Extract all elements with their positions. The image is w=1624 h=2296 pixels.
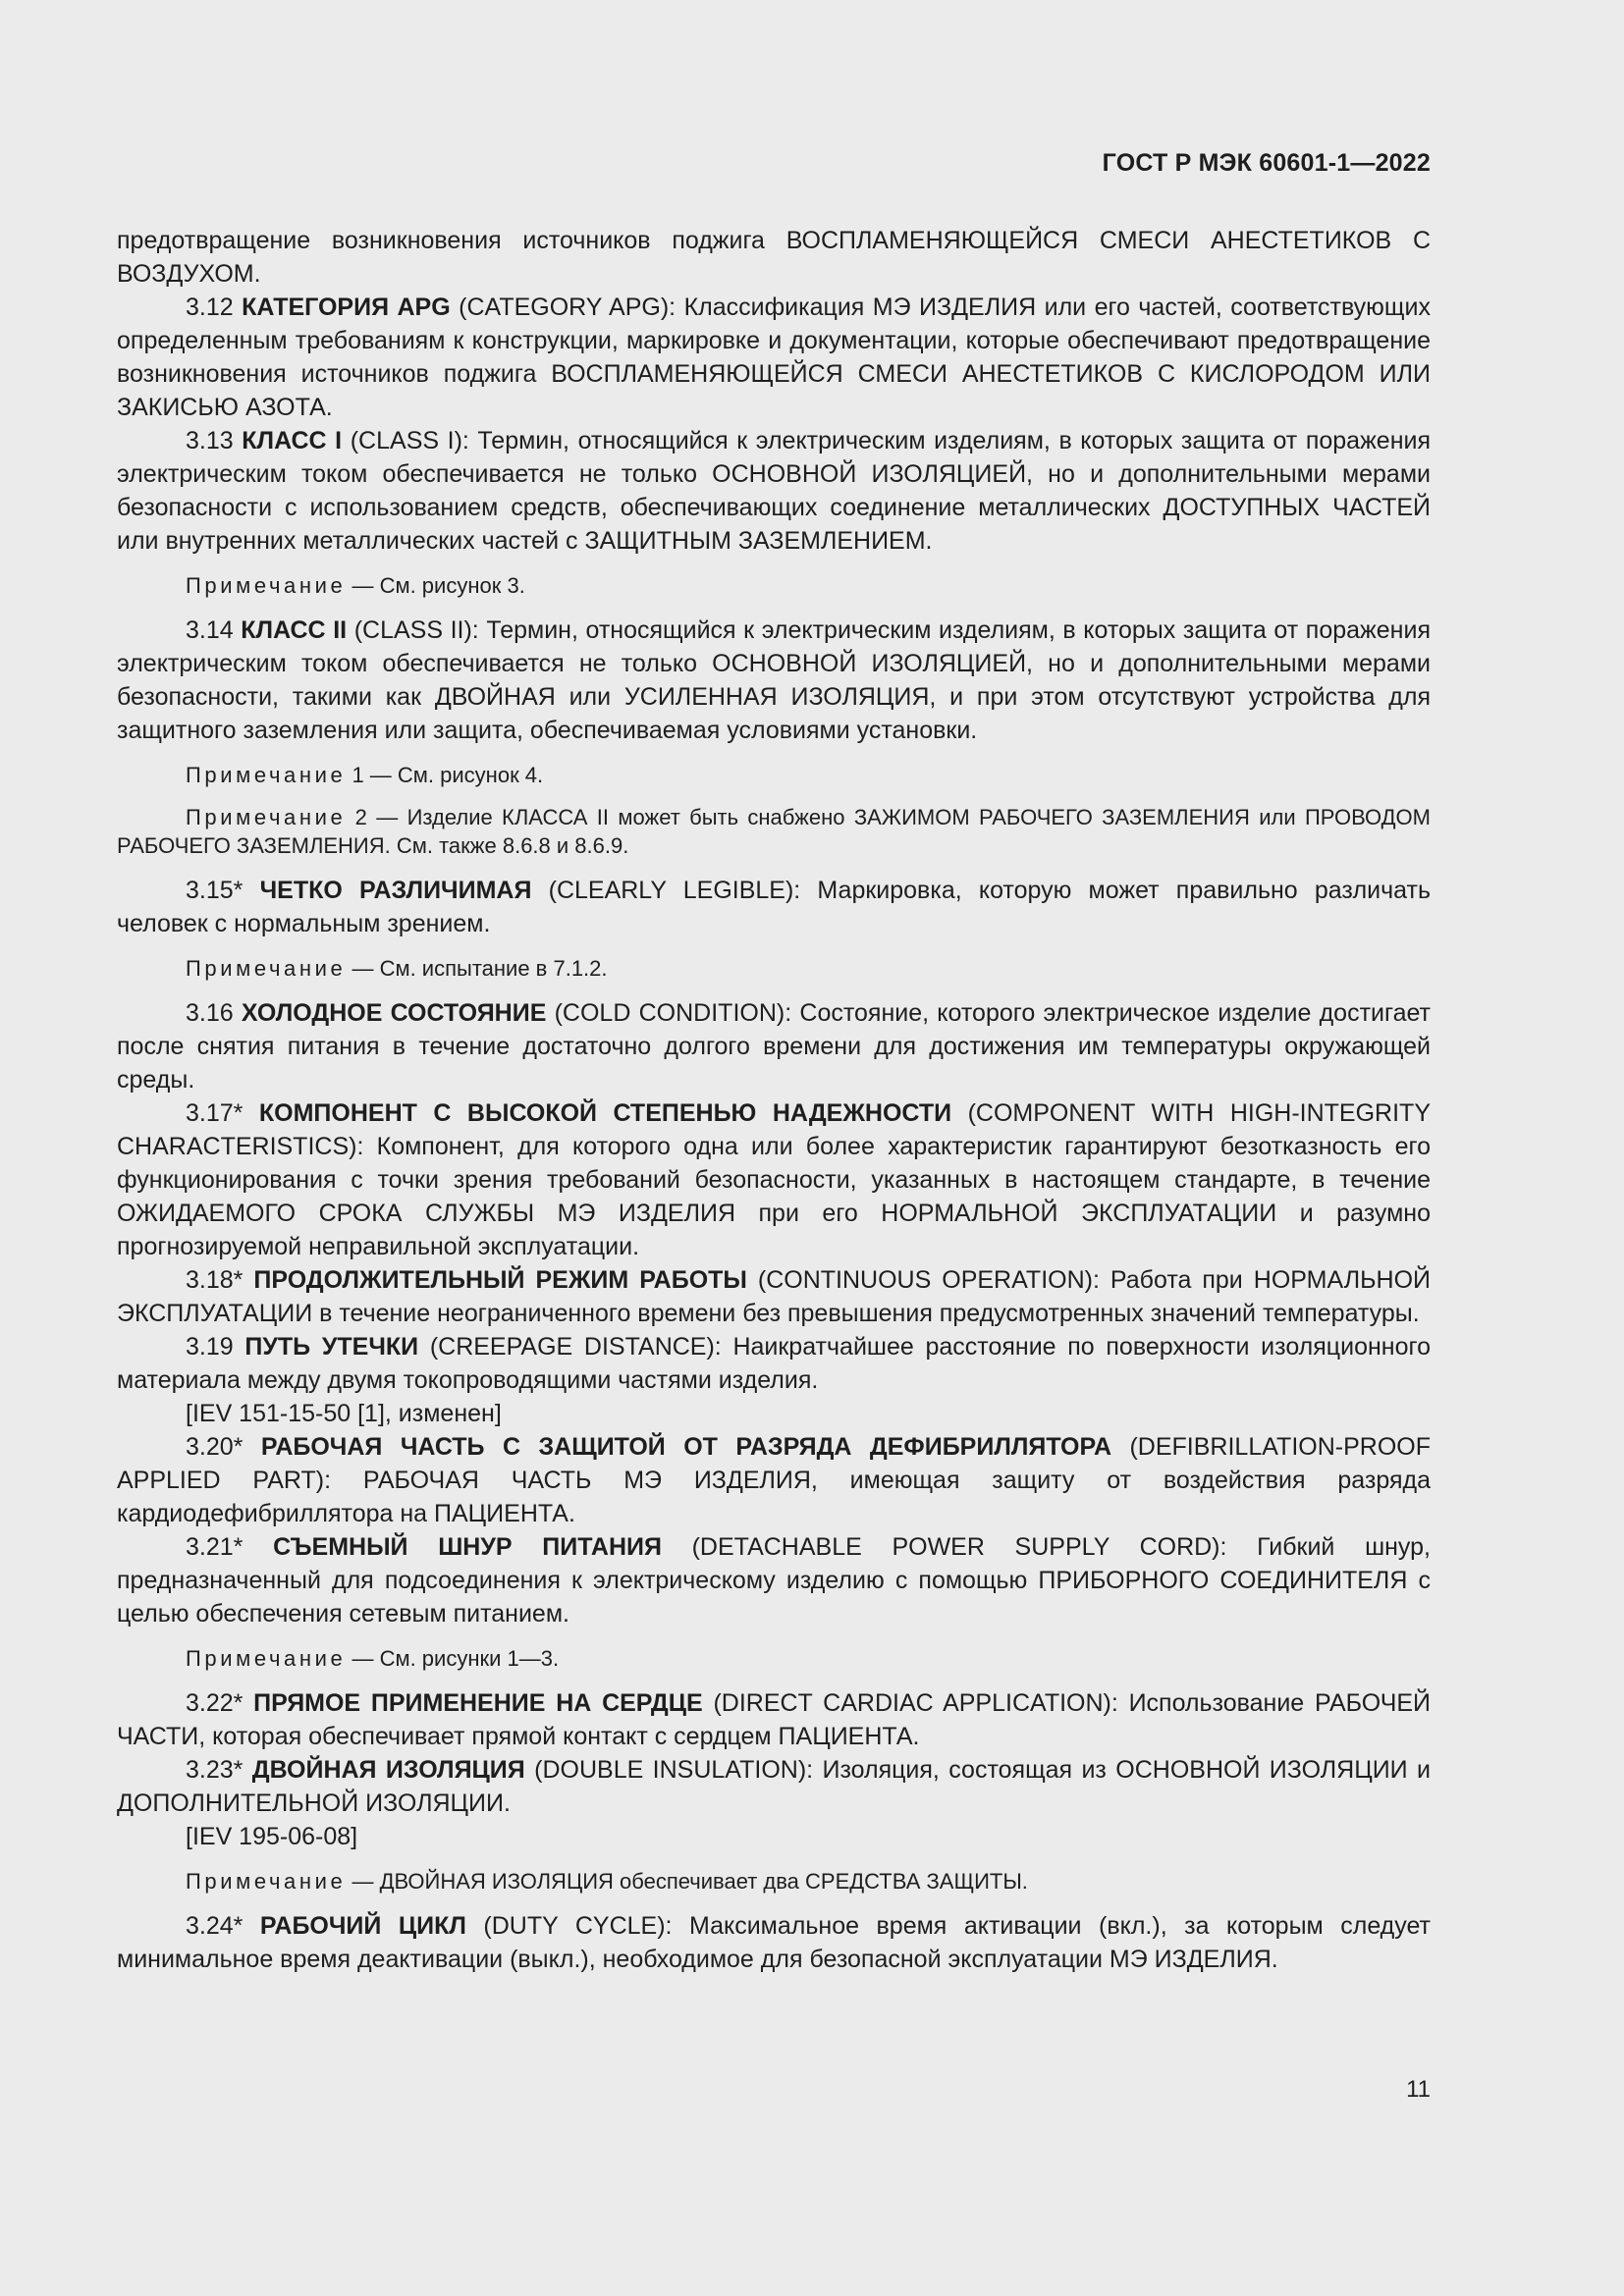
definition-text: (CLEARLY LEGIBLE): Маркировка, которую может правильно различать человек с нормальным зрением. [117, 877, 1431, 937]
definition-term: СЪЕМНЫЙ ШНУР ПИТАНИЯ [273, 1533, 662, 1561]
note-text: 1 — См. рисунок 4. [346, 763, 544, 787]
definition-text: (CLASS II): Термин, относящийся к электрическим изделиям, в которых защита от поражения электрическим током обеспечивается не только ОСНОВНОЙ ИЗОЛЯЦИЕЙ, но и дополнительными мерами безопасности, такими как ДВОЙНАЯ или УСИЛЕННАЯ ИЗОЛЯЦИЯ, и при этом отсутствуют устройства для защитного заземления или защита, обеспечиваемая условиями установки. [117, 616, 1431, 744]
definition-3-21 [117, 1530, 1431, 1630]
note-3-23 [117, 1867, 1431, 1896]
definition-number: 3.17* [186, 1099, 244, 1127]
definition-text: (CLASS I): Термин, относящийся к электрическим изделиям, в которых защита от поражения электрическим током обеспечивается не только ОСНОВНОЙ ИЗОЛЯЦИЕЙ, но и дополнительными мерами безопасности с использованием средств, обеспечивающих соединение металлических ДОСТУПНЫХ ЧАСТЕЙ или внутренних металлических частей с ЗАЩИТНЫМ ЗАЗЕМЛЕНИЕМ. [117, 427, 1432, 555]
definition-number: 3.13 [186, 427, 234, 454]
note-3-13 [117, 571, 1431, 600]
note-text: — См. рисунок 3. [346, 573, 525, 598]
document-header: ГОСТ Р МЭК 60601-1—2022 [1102, 149, 1431, 177]
definition-number: 3.18* [186, 1266, 244, 1294]
page-number: 11 [1406, 2076, 1431, 2103]
definition-text: (DEFIBRILLATION-PROOF APPLIED PART): РАБОЧАЯ ЧАСТЬ МЭ ИЗДЕЛИЯ, имеющая защиту от воздействия разряда кардиодефибриллятора на ПАЦИЕНТА. [117, 1433, 1431, 1527]
definition-3-15 [117, 874, 1431, 940]
definition-3-22 [117, 1686, 1431, 1753]
definition-term: КОМПОНЕНТ С ВЫСОКОЙ СТЕПЕНЬЮ НАДЕЖНОСТИ [258, 1099, 952, 1127]
definition-3-17 [117, 1096, 1431, 1263]
definition-term: ЧЕТКО РАЗЛИЧИМАЯ [259, 877, 532, 904]
definition-3-12 [117, 291, 1431, 424]
definition-term: РАБОЧАЯ ЧАСТЬ С ЗАЩИТОЙ ОТ РАЗРЯДА ДЕФИБРИЛЛЯТОРА [260, 1433, 1111, 1461]
definition-text: (DIRECT CARDIAC APPLICATION): Использование РАБОЧЕЙ ЧАСТИ, которая обеспечивает прямой контакт с сердцем ПАЦИЕНТА. [117, 1689, 1431, 1750]
note-text: 2 — Изделие КЛАССА II может быть снабжено ЗАЖИМОМ РАБОЧЕГО ЗАЗЕМЛЕНИЯ или ПРОВОДОМ РАБОЧЕГО ЗАЗЕМЛЕНИЯ. См. также 8.6.8 и 8.6.9. [117, 805, 1431, 858]
definition-number: 3.12 [186, 294, 234, 321]
definition-text: (CONTINUOUS OPERATION): Работа при НОРМАЛЬНОЙ ЭКСПЛУАТАЦИИ в течение неограниченного времени без превышения предусмотренных значений температуры. [117, 1266, 1431, 1327]
definition-term: КЛАСС II [241, 616, 348, 644]
definition-number: 3.22* [186, 1689, 244, 1717]
note-text: — ДВОЙНАЯ ИЗОЛЯЦИЯ обеспечивает два СРЕДСТВА ЗАЩИТЫ. [346, 1869, 1028, 1894]
definition-3-20 [117, 1430, 1431, 1530]
definition-term: ПУТЬ УТЕЧКИ [244, 1333, 419, 1361]
definition-3-13 [117, 424, 1431, 558]
note-label: Примечание [186, 1869, 347, 1894]
reference-3-23: [IEV 195-06-08] [186, 1823, 358, 1850]
definition-text: (COLD CONDITION): Состояние, которого электрическое изделие достигает после снятия питания в течение достаточно долгого времени для достижения им температуры окружающей среды. [117, 999, 1431, 1094]
definition-number: 3.21* [186, 1533, 244, 1561]
definition-3-16 [117, 996, 1431, 1096]
definition-number: 3.16 [186, 999, 234, 1027]
definition-term: ПРОДОЛЖИТЕЛЬНЫЙ РЕЖИМ РАБОТЫ [253, 1266, 747, 1294]
note-label: Примечание [186, 763, 347, 787]
note-3-14-1 [117, 761, 1431, 789]
note-3-21 [117, 1644, 1431, 1673]
definition-3-14 [117, 614, 1431, 747]
note-label: Примечание [186, 1646, 347, 1671]
definition-3-23 [117, 1753, 1431, 1820]
note-text: — См. испытание в 7.1.2. [346, 956, 608, 981]
definition-number: 3.24* [186, 1912, 244, 1940]
definition-term: ХОЛОДНОЕ СОСТОЯНИЕ [241, 999, 547, 1027]
definition-term: КАТЕГОРИЯ APG [242, 294, 451, 321]
document-body [117, 224, 1431, 1976]
definition-term: РАБОЧИЙ ЦИКЛ [259, 1912, 466, 1940]
definition-number: 3.19 [186, 1333, 234, 1361]
note-label: Примечание [186, 956, 347, 981]
definition-text: (DETACHABLE POWER SUPPLY CORD): Гибкий шнур, предназначенный для подсоединения к электрическому изделию с помощью ПРИБОРНОГО СОЕДИНИТЕЛЯ с целью обеспечения сетевым питанием. [117, 1533, 1431, 1628]
note-label: Примечание [186, 805, 347, 829]
definition-term: ДВОЙНАЯ ИЗОЛЯЦИЯ [251, 1756, 525, 1784]
definition-text: (DUTY CYCLE): Максимальное время активации (вкл.), за которым следует минимальное время деактивации (выкл.), необходимое для безопасной эксплуатации МЭ ИЗДЕЛИЯ. [117, 1912, 1432, 1973]
definition-3-18 [117, 1263, 1431, 1330]
definition-number: 3.20* [186, 1433, 244, 1461]
note-3-15 [117, 954, 1431, 983]
paragraph-continuation: предотвращение возникновения источников поджига ВОСПЛАМЕНЯЮЩЕЙСЯ СМЕСИ АНЕСТЕТИКОВ С ВОЗДУХОМ. [117, 227, 1431, 288]
document-page [117, 0, 1431, 2296]
definition-number: 3.14 [186, 616, 234, 644]
definition-text: (DOUBLE INSULATION): Изоляция, состоящая из ОСНОВНОЙ ИЗОЛЯЦИИ и ДОПОЛНИТЕЛЬНОЙ ИЗОЛЯЦИИ. [117, 1756, 1432, 1817]
definition-number: 3.23* [186, 1756, 244, 1784]
definition-text: (COMPONENT WITH HIGH-INTEGRITY CHARACTERISTICS): Компонент, для которого одна или более характеристик гарантируют безотказность его функционирования с точки зрения требований безопасности, указанных в настоящем стандарте, в течение ОЖИДАЕМОГО СРОКА СЛУЖБЫ МЭ ИЗДЕЛИЯ при его НОРМАЛЬНОЙ ЭКСПЛУАТАЦИИ и разумно прогнозируемой неправильной эксплуатации. [117, 1099, 1431, 1260]
definition-3-24 [117, 1909, 1431, 1976]
definition-number: 3.15* [186, 877, 244, 904]
note-text: — См. рисунки 1—3. [346, 1646, 560, 1671]
reference-3-19: [IEV 151-15-50 [1], изменен] [186, 1400, 502, 1427]
definition-term: КЛАСС I [242, 427, 343, 454]
definition-text: (CREEPAGE DISTANCE): Наикратчайшее расстояние по поверхности изоляционного материала между двумя токопроводящими частями изделия. [117, 1333, 1431, 1394]
definition-3-19 [117, 1330, 1431, 1397]
definition-term: ПРЯМОЕ ПРИМЕНЕНИЕ НА СЕРДЦЕ [253, 1689, 703, 1717]
note-label: Примечание [186, 573, 347, 598]
note-3-14-2 [117, 803, 1431, 860]
definition-text: (CATEGORY APG): Классификация МЭ ИЗДЕЛИЯ или его частей, соответствующих определенным требованиям к конструкции, маркировке и документации, которые обеспечивают предотвращение возникновения источников поджига ВОСПЛАМЕНЯЮЩЕЙСЯ СМЕСИ АНЕСТЕТИКОВ С КИСЛОРОДОМ ИЛИ ЗАКИСЬЮ АЗОТА. [117, 294, 1431, 421]
